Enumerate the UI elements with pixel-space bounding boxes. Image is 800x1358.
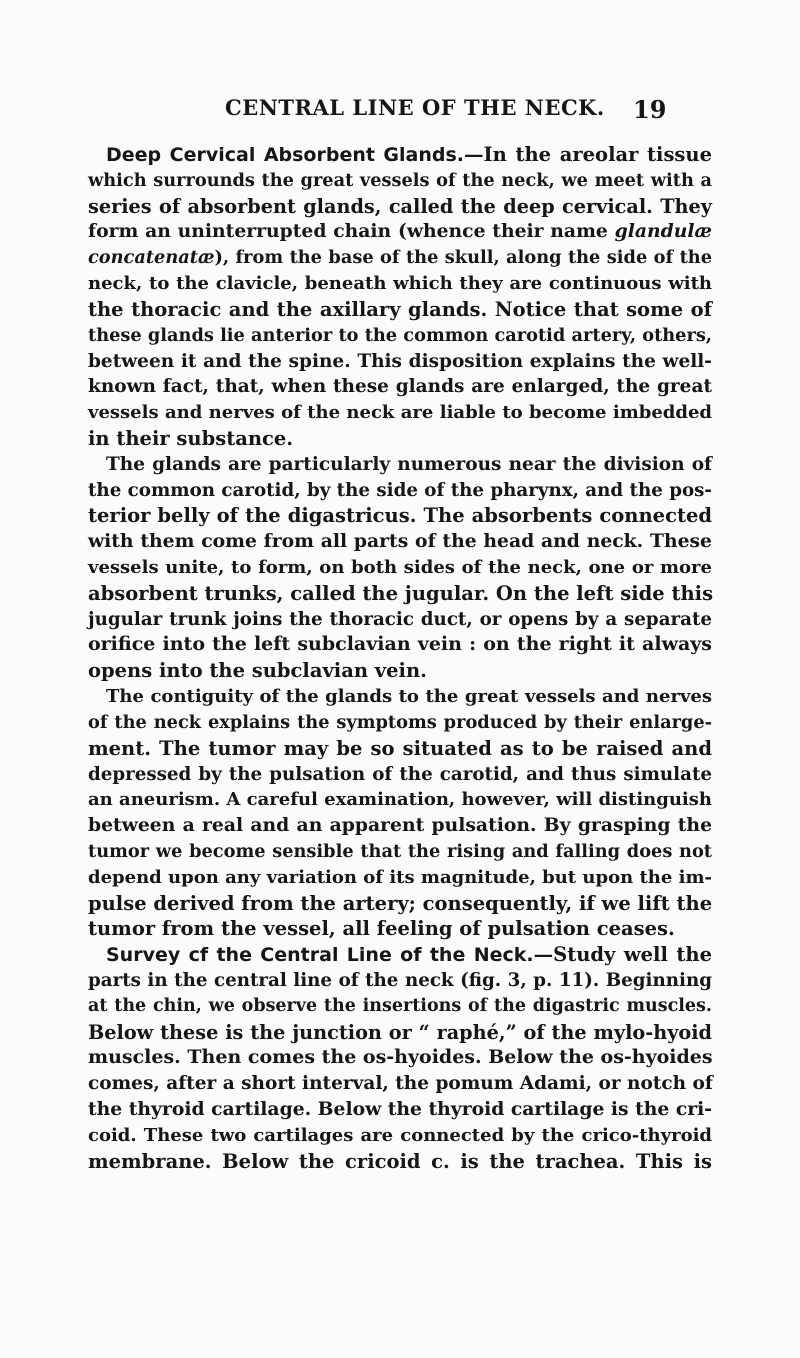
text-line: Deep Cervical Absorbent Glands.—In the areolar tissue bbox=[106, 143, 712, 166]
body-text bbox=[88, 142, 712, 1175]
section-heading: Survey cf the Central Line of the Neck. bbox=[106, 944, 534, 967]
text-line: coid. These two cartilages are connected by the crico-thyroid bbox=[88, 1124, 712, 1146]
text-line: form an uninterrupted chain (whence their name glandulæ bbox=[88, 220, 713, 243]
text-line: the thyroid cartilage. Below the thyroid cartilage is the cri- bbox=[88, 1098, 713, 1121]
text-line: tumor from the vessel, all feeling of pulsation ceases. bbox=[88, 917, 675, 941]
section-heading: Deep Cervical Absorbent Glands. bbox=[106, 144, 465, 166]
text-line: vessels unite, to form, on both sides of the neck, one or more bbox=[88, 557, 712, 578]
text-line: at the chin, we observe the insertions of the digastric muscles. bbox=[88, 995, 712, 1016]
text-line: vessels and nerves of the neck are liable to become imbedded bbox=[88, 402, 712, 424]
text-line: parts in the central line of the neck (fig. 3, p. 11). Beginning bbox=[88, 970, 712, 991]
text-line: absorbent trunks, called the jugular. On the left side this bbox=[88, 581, 714, 605]
text-line: membrane. Below the cricoid c. is the trachea. This is bbox=[88, 1149, 712, 1173]
text-line: in their substance. bbox=[88, 426, 294, 450]
text-line: depend upon any variation of its magnitude, but upon the im- bbox=[88, 866, 712, 888]
text-line: The glands are particularly numerous near the division of bbox=[106, 453, 712, 475]
text-line: muscles. Then comes the os-hyoides. Below the os-hyoides bbox=[88, 1046, 713, 1069]
text-line: comes, after a short interval, the pomum Adami, or notch of bbox=[88, 1073, 713, 1095]
text-line: orifice into the left subclavian vein : on the right it always bbox=[88, 633, 712, 656]
text-line: depressed by the pulsation of the carotid, and thus simulate bbox=[88, 763, 712, 785]
text-line: the common carotid, by the side of the pharynx, and the pos- bbox=[88, 479, 712, 501]
text-line: concatenatæ), from the base of the skull, along the side of the bbox=[88, 247, 712, 269]
text-line: of the neck explains the symptoms produced by their enlarge- bbox=[88, 711, 712, 733]
text-line: known fact, that, when these glands are enlarged, the great bbox=[88, 376, 712, 398]
text-line: between it and the spine. This disposition explains the well- bbox=[88, 350, 712, 372]
page-number: 19 bbox=[633, 95, 667, 124]
text-line: an aneurism. A careful examination, however, will distinguish bbox=[88, 789, 712, 811]
text-line: which surrounds the great vessels of the neck, we meet with a bbox=[88, 169, 712, 191]
running-title: CENTRAL LINE OF THE NECK. bbox=[225, 95, 605, 120]
text-line: jugular trunk joins the thoracic duct, or opens by a separate bbox=[88, 608, 712, 630]
text-line: series of absorbent glands, called the deep cervical. They bbox=[88, 194, 712, 218]
italic-term: glandulæ bbox=[614, 220, 713, 243]
italic-term: concatenatæ bbox=[88, 247, 215, 269]
text-line: Below these is the junction or “ raphé,” of the mylo-hyoid bbox=[88, 1020, 712, 1044]
text-line: The contiguity of the glands to the great vessels and nerves bbox=[106, 686, 712, 708]
text-line: terior belly of the digastricus. The absorbents connected bbox=[88, 504, 712, 528]
text-line: the thoracic and the axillary glands. Notice that some of bbox=[88, 297, 712, 321]
text-line: between a real and an apparent pulsation. By grasping the bbox=[88, 814, 712, 837]
text-line: neck, to the clavicle, beneath which they are continuous with bbox=[88, 273, 712, 295]
text-line: with them come from all parts of the head and neck. These bbox=[88, 530, 712, 553]
text-line: these glands lie anterior to the common carotid artery, others, bbox=[88, 324, 712, 346]
text-line: ment. The tumor may be so situated as to be raised and bbox=[88, 736, 712, 760]
text-line: pulse derived from the artery; consequently, if we lift the bbox=[88, 891, 713, 915]
text-line: tumor we become sensible that the rising and falling does not bbox=[88, 840, 712, 862]
text-line: opens into the subclavian vein. bbox=[88, 659, 427, 683]
text-line: Survey cf the Central Line of the Neck.—Study well the bbox=[106, 943, 712, 967]
